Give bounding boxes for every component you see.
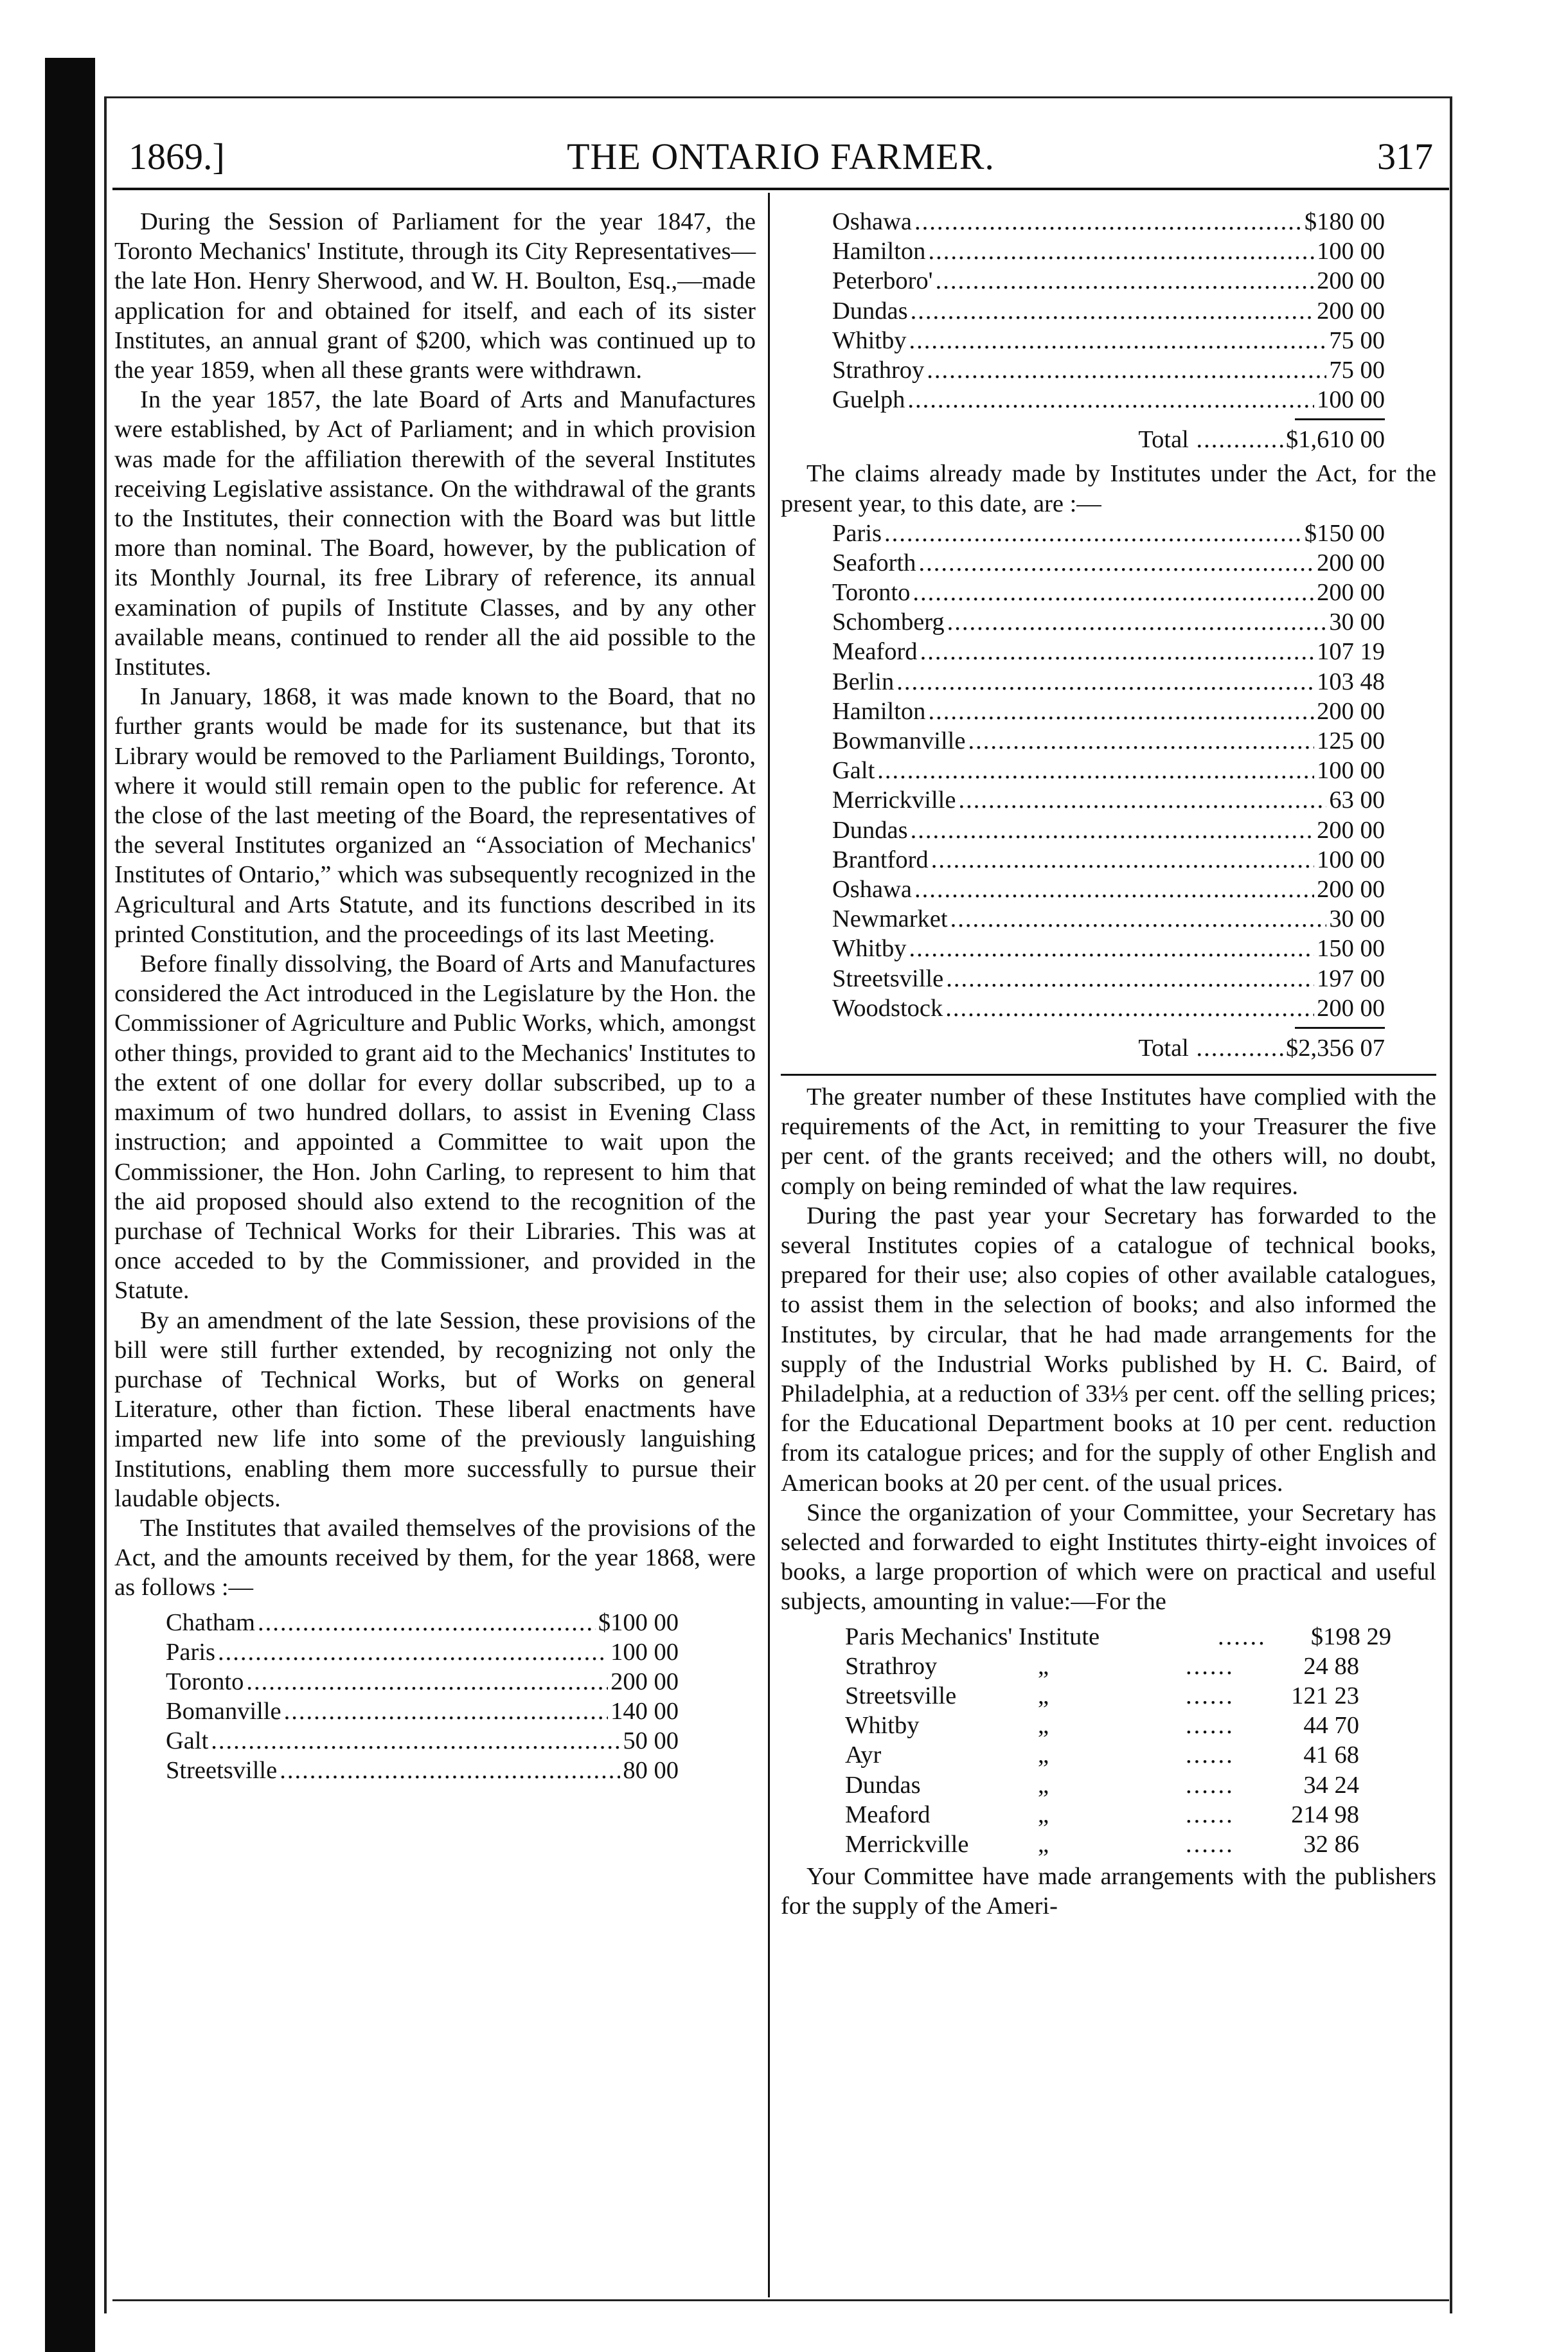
list-item: Merrickville ..... 63 00 (832, 785, 1385, 815)
list-item: Schomberg ..... 30 00 (832, 607, 1385, 637)
claims-list (832, 519, 1385, 1023)
total-label: Total (1138, 1034, 1189, 1062)
list-item: Paris Mechanics' Institute ...... $198 29 (845, 1623, 1391, 1650)
paragraph: The greater number of these Institutes have complied with the requirements of the Act, in remitting to your Treasurer the five per cent. of the grants received; and the others will, no doubt, comply on being reminded of what the law requires. (781, 1083, 1436, 1200)
paragraph: Since the organization of your Committee, your Secretary has selected and forwarded to eight Institutes thirty-eight invoices of books, a large proportion of which were on practical and useful subjects, amounting in value:—For the (781, 1499, 1436, 1616)
total-amount: $2,356 07 (1286, 1034, 1385, 1062)
list-item: Meaford ..... 107 19 (832, 637, 1385, 666)
list-item: Oshawa ..... 200 00 (832, 875, 1385, 904)
page-number: 317 (1377, 136, 1433, 177)
list-item: Whitby ..... 75 00 (832, 326, 1385, 355)
list-item: Seaforth ..... 200 00 (832, 548, 1385, 578)
right-column (781, 207, 1436, 1921)
list-item: Guelph ..... 100 00 (832, 385, 1385, 414)
grants-1868-continued (832, 207, 1385, 414)
paragraph: During the Session of Parliament for the year 1847, the Toronto Mechanics' Institute, through its City Representatives—the late Hon. Henry Sherwood, and W. H. Boulton, Esq.,—made application for and obtained for itself, and each of its sister Institutes, an annual grant of $200, which was continued up to the year 1859, when all these grants were withdrawn. (114, 208, 756, 384)
column-divider (768, 193, 770, 2297)
list-item: Paris ..... 100 00 (166, 1637, 679, 1667)
book-spine-shadow (45, 58, 95, 2352)
section-rule (781, 1074, 1436, 1076)
list-item: Woodstock ..... 200 00 (832, 993, 1385, 1023)
list-item: Hamilton ..... 200 00 (832, 697, 1385, 726)
total-amount: $1,610 00 (1286, 426, 1385, 454)
list-item: Ayr „ ...... 41 68 (845, 1742, 1359, 1769)
paragraph: During the past year your Secretary has forwarded to the several Institutes copies of a catalogue of technical books, prepared for their use; also copies of other available catalogues, to assist them in the selection of books; and also informed the Institutes, by circular, that he had made arrangements for the supply of the Industrial Works published by H. C. Baird, of Philadelphia, at a reduction of 33⅓ per cent. off the selling prices; for the Educational Department books at 10 per cent. reduction from its catalogue prices; and for the supply of other English and American books at 20 per cent. of the usual prices. (781, 1202, 1436, 1497)
left-column (114, 207, 756, 1786)
list-item: Dundas ..... 200 00 (832, 296, 1385, 326)
total-row: Total ............$1,610 00 (1138, 426, 1385, 454)
list-item: Galt ..... 50 00 (166, 1726, 679, 1756)
list-item: Bowmanville ..... 125 00 (832, 726, 1385, 756)
list-item: Merrickville „ ...... 32 86 (845, 1830, 1359, 1858)
list-item: Hamilton ..... 100 00 (832, 236, 1385, 266)
list-item: Whitby ..... 150 00 (832, 934, 1385, 963)
header-year: 1869.] (129, 136, 225, 177)
running-header (129, 135, 1433, 186)
list-item: Peterboro' ..... 200 00 (832, 266, 1385, 296)
total-row: Total ............$2,356 07 (1138, 1034, 1385, 1062)
list-item: Streetsville ..... 80 00 (166, 1756, 679, 1785)
list-item: Brantford ..... 100 00 (832, 845, 1385, 875)
bottom-rule (112, 2299, 1449, 2301)
grants-1868-list (166, 1608, 679, 1786)
paragraph: In the year 1857, the late Board of Arts and Manufactures were established, by Act of Parliament; and in which provision was made for the affiliation therewith of the several Institutes receiving Legislative assistance. On the withdrawal of the grants to the Institutes, their connection with the Board was but little more than nominal. The Board, however, by the publication of its Monthly Journal, its free Library of reference, its annual examination of pupils of Institute Classes, and by any other available means, continued to render all the aid possible to the Institutes. (114, 386, 756, 681)
header-rule (112, 188, 1449, 190)
list-item: Oshawa ..... $180 00 (832, 207, 1385, 236)
paragraph: Your Committee have made arrangements with the publishers for the supply of the Ameri- (781, 1863, 1436, 1920)
list-item: Dundas „ ...... 34 24 (845, 1771, 1359, 1799)
list-item: Dundas ..... 200 00 (832, 815, 1385, 845)
list-item: Galt ..... 100 00 (832, 756, 1385, 785)
list-item: Strathroy ..... 75 00 (832, 355, 1385, 385)
list-item: Paris ..... $150 00 (832, 519, 1385, 548)
paragraph: The claims already made by Institutes under the Act, for the present year, to this date, are :— (781, 460, 1436, 517)
paragraph: The Institutes that availed themselves of the provisions of the Act, and the amounts received by them, for the year 1868, were as follows :— (114, 1514, 756, 1601)
list-item: Toronto ..... 200 00 (166, 1667, 679, 1697)
header-title: THE ONTARIO FARMER. (567, 136, 995, 177)
list-item: Newmarket ..... 30 00 (832, 904, 1385, 934)
list-item: Chatham ..... $100 00 (166, 1608, 679, 1637)
invoices-list (845, 1622, 1436, 1860)
list-item: Bomanville ..... 140 00 (166, 1697, 679, 1726)
list-item: Strathroy „ ...... 24 88 (845, 1652, 1359, 1680)
paragraph: In January, 1868, it was made known to the Board, that no further grants would be made for its sustenance, but that its Library would be removed to the Parliament Buildings, Toronto, where it would still remain open to the public for reference. At the close of the last meeting of the Board, the representatives of the several Institutes organized an “Association of Mechanics' Institutes of Ontario,” which was subsequently recognized in the Agricultural and Arts Statute, and its functions described in its printed Constitution, and the proceedings of its last Meeting. (114, 683, 756, 948)
paragraph: Before finally dissolving, the Board of Arts and Manufactures considered the Act introduced in the Legislature by the Hon. the Commissioner of Agriculture and Public Works, which, amongst other things, provided to grant aid to the Mechanics' Institutes to the extent of one dollar for every dollar subscribed, up to a maximum of two hundred dollars, to assist in Evening Class instruction; and appointed a Committee to wait upon the Commissioner, the Hon. John Carling, to represent to him that the aid proposed should also extend to the recognition of the purchase of Technical Works for their Libraries. This was at once acceded to by the Commissioner, and provided in the Statute. (114, 950, 756, 1305)
list-item: Toronto ..... 200 00 (832, 578, 1385, 607)
list-item: Whitby „ ...... 44 70 (845, 1712, 1359, 1740)
list-item: Streetsville „ ...... 121 23 (845, 1682, 1359, 1709)
total-label: Total (1138, 426, 1189, 454)
list-item: Streetsville ..... 197 00 (832, 964, 1385, 993)
list-item: Berlin ..... 103 48 (832, 667, 1385, 697)
paragraph: By an amendment of the late Session, these provisions of the bill were still further extended, by recognizing not only the purchase of Technical Works, but of Works on general Literature, other than fiction. These liberal enactments have imparted new life into some of the previously languishing Institutions, enabling them more successfully to pursue their laudable objects. (114, 1306, 756, 1512)
list-item: Meaford „ ...... 214 98 (845, 1801, 1359, 1828)
